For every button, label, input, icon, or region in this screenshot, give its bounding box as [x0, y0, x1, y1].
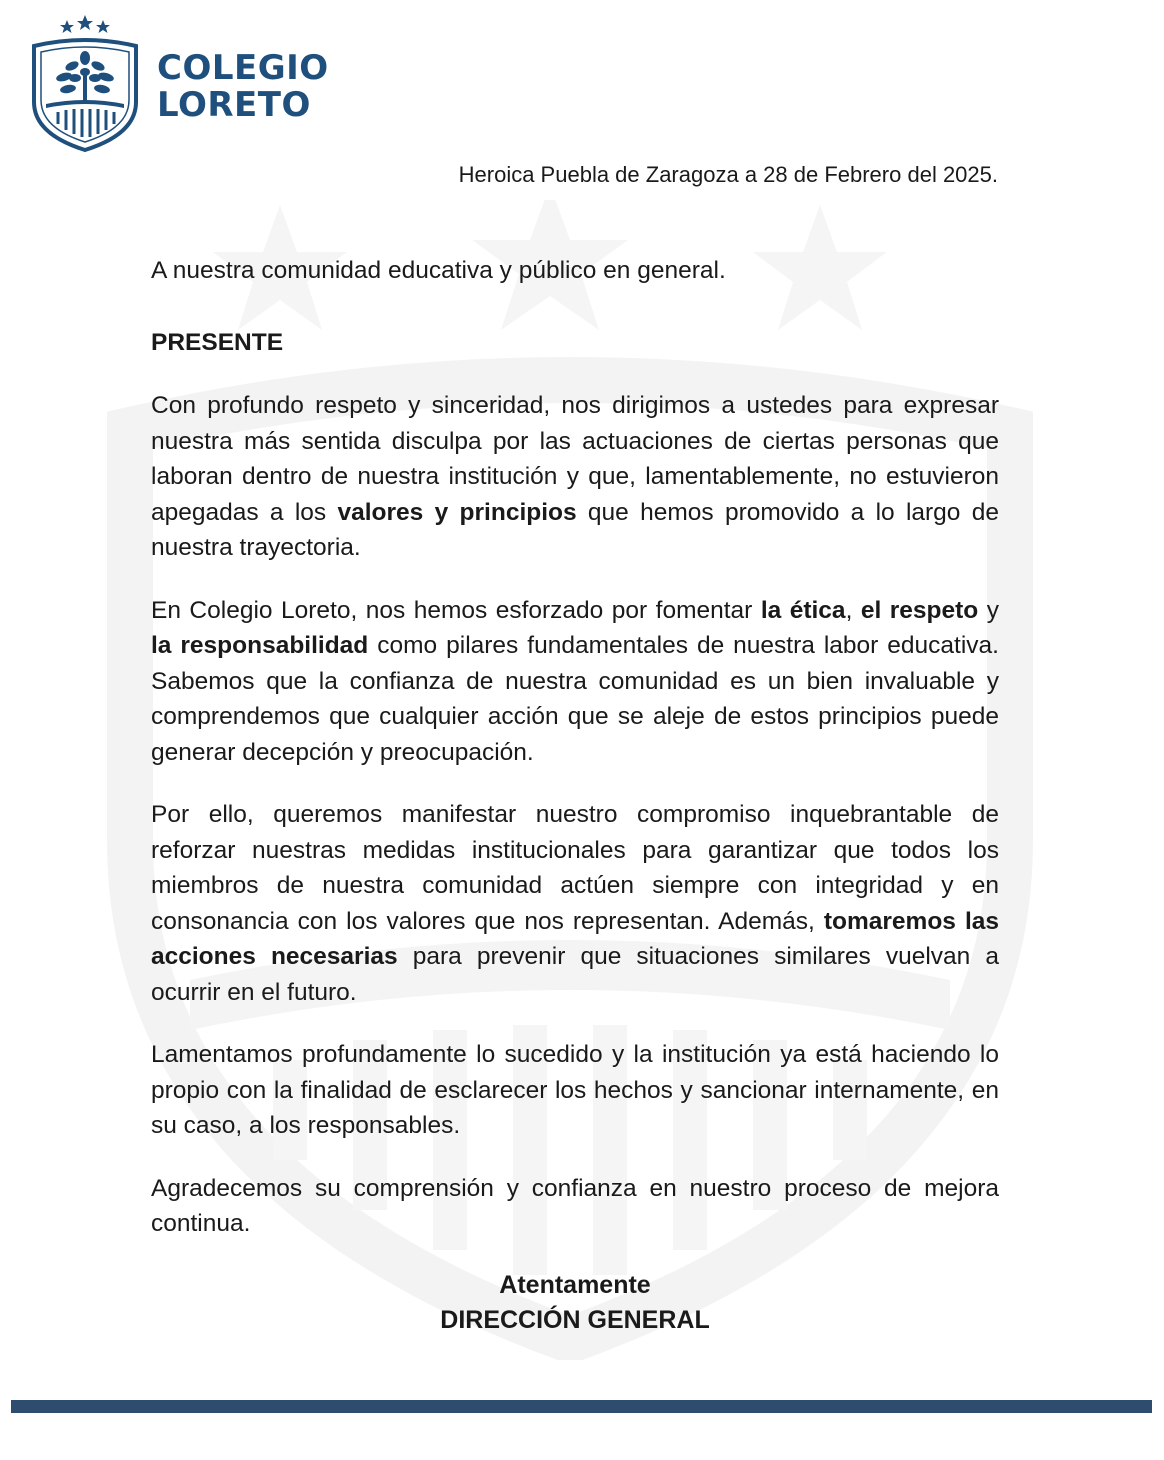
letter-body: [151, 253, 999, 1269]
p2-text-g: como pilares fundamentales de nuestra labor educativa. Sabemos que la confianza de nuestra comunidad es un bien invaluable y comprendemos que cualquier acción que se aleje de estos principios puede generar decepción y preocupación.: [151, 632, 999, 766]
p1-bold-values: valores y principios: [337, 498, 577, 526]
p3-text-a: Por ello, queremos manifestar nuestro compromiso inquebrantable de reforzar nuestras medidas institucionales para garantizar que todos los miembros de nuestra comunidad actúen siempre con integridad y en consonancia con los valores que nos representan. Además,: [151, 801, 999, 935]
p2-bold-respeto: el respeto: [860, 596, 979, 624]
letter-salutation: A nuestra comunidad educativa y público en general.: [151, 257, 726, 284]
p2-bold-responsabilidad: la responsabilidad: [151, 632, 369, 659]
paragraph-4: Lamentamos profundamente lo sucedido y la institución ya está haciendo lo propio con la finalidad de esclarecer los hechos y sancionar internamente, en su caso, a los responsables.: [151, 1041, 999, 1139]
p3-text-c: para prevenir que situaciones similares vuelvan a ocurrir en el futuro.: [151, 943, 999, 1006]
p1-text-a: Con profundo respeto y sinceridad, nos dirigimos a ustedes para expresar nuestra más sentida disculpa por las actuaciones de ciertas personas que laboran dentro de nuestra institución y que, lamentablemente, no estuvieron apegadas a los: [151, 392, 999, 526]
p2-bold-etica: la ética: [760, 596, 846, 624]
p1-text-c: que hemos promovido a lo largo de nuestra trayectoria.: [151, 498, 999, 561]
school-crest-icon: [30, 14, 140, 154]
paragraph-2: [151, 593, 999, 771]
paragraph-1: [151, 388, 999, 566]
p2-text-c: ,: [845, 596, 861, 624]
paragraph-5: Agradecemos su comprensión y confianza en nuestro proceso de mejora continua.: [151, 1174, 999, 1237]
letter-closing: [0, 1268, 1150, 1338]
paragraph-3: [151, 797, 999, 1010]
p2-text-e: y: [978, 596, 999, 624]
letter-presente: PRESENTE: [151, 328, 284, 356]
closing-atentamente: Atentamente: [499, 1271, 651, 1299]
p2-text-a: En Colegio Loreto, nos hemos esforzado por fomentar: [151, 596, 761, 624]
logo-line-loreto: LORETO: [157, 85, 311, 125]
closing-signature: DIRECCIÓN GENERAL: [440, 1306, 710, 1334]
logo-line-colegio: COLEGIO: [157, 48, 329, 88]
p3-bold-acciones: tomaremos las acciones necesarias: [151, 907, 999, 970]
footer-bar: [11, 1400, 1152, 1413]
letter-date: Heroica Puebla de Zaragoza a 28 de Febrero del 2025.: [458, 162, 998, 187]
school-logo-text: [157, 50, 329, 124]
